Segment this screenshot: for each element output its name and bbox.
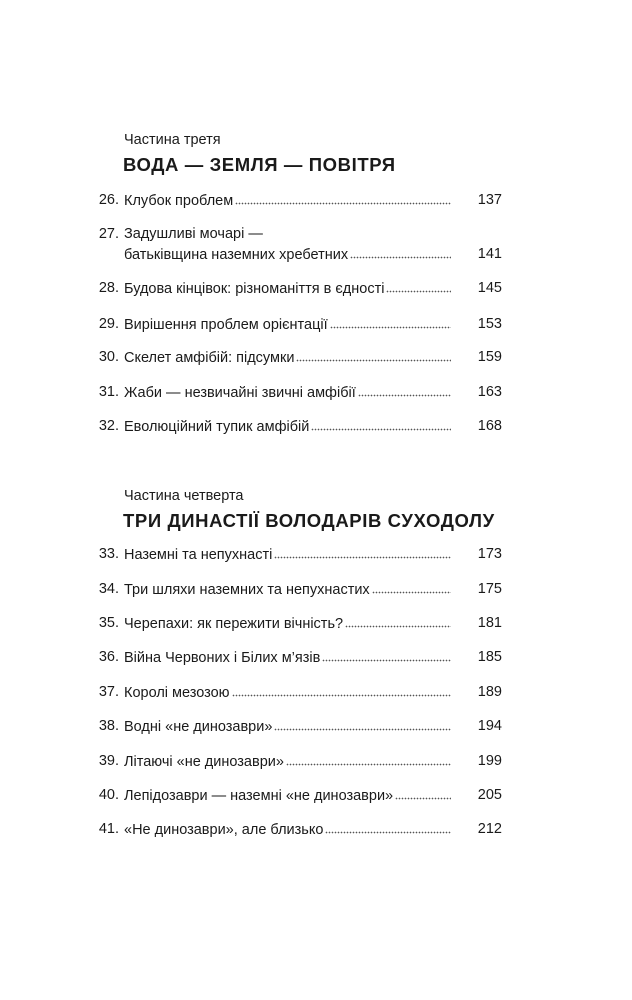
chapter-number: 32. <box>98 418 119 434</box>
toc-entry[interactable] <box>0 279 632 301</box>
page-number: 205 <box>477 787 502 803</box>
toc-entry[interactable] <box>0 580 632 602</box>
dot-leader <box>311 417 451 431</box>
dot-leader <box>386 279 451 293</box>
toc-entry[interactable] <box>0 752 632 774</box>
page-number: 145 <box>477 280 502 296</box>
chapter-number: 30. <box>98 349 119 365</box>
chapter-number: 33. <box>98 546 119 562</box>
chapter-number: 36. <box>98 649 119 665</box>
dot-leader <box>345 614 451 628</box>
chapter-number: 41. <box>98 821 119 837</box>
page-number: 199 <box>477 753 502 769</box>
dot-leader <box>330 315 451 329</box>
toc-entry[interactable] <box>0 717 632 739</box>
page-number: 153 <box>477 316 502 332</box>
chapter-title: Жаби — незвичайні звичні амфібії <box>124 385 356 401</box>
page-number: 175 <box>477 581 502 597</box>
page-number: 185 <box>477 649 502 665</box>
dot-leader <box>296 348 451 362</box>
dot-leader <box>235 191 451 205</box>
page-number: 168 <box>477 418 502 434</box>
toc-entry[interactable] <box>0 315 632 337</box>
dot-leader <box>325 820 451 834</box>
page-number: 194 <box>477 718 502 734</box>
page-number: 159 <box>477 349 502 365</box>
chapter-title: Еволюційний тупик амфібій <box>124 419 310 435</box>
chapter-title-line-1: Задушливі мочарі — <box>124 226 263 242</box>
part-4-label: Частина четверта <box>124 488 244 504</box>
dot-leader <box>395 786 451 800</box>
page-number: 189 <box>477 684 502 700</box>
dot-leader <box>322 648 451 662</box>
chapter-title: Наземні та непухнасті <box>124 547 273 563</box>
toc-entry[interactable] <box>0 614 632 636</box>
chapter-title: Лепідозаври — наземні «не динозаври» <box>124 788 394 804</box>
chapter-title: «Не динозаври», але близько <box>124 822 324 838</box>
dot-leader <box>350 245 451 259</box>
chapter-title: Королі мезозою <box>124 685 230 701</box>
chapter-title: Скелет амфібій: підсумки <box>124 350 295 366</box>
chapter-number: 37. <box>98 684 119 700</box>
toc-entry[interactable] <box>0 348 632 370</box>
dot-leader <box>358 383 451 397</box>
chapter-title: Війна Червоних і Білих м’язів <box>124 650 321 666</box>
toc-entry[interactable] <box>0 225 632 263</box>
page-number: 212 <box>477 821 502 837</box>
chapter-number: 29. <box>98 316 119 332</box>
chapter-number: 40. <box>98 787 119 803</box>
chapter-title: Будова кінцівок: різноманіття в єдності <box>124 281 385 297</box>
page-number: 181 <box>477 615 502 631</box>
chapter-number: 27. <box>98 226 119 242</box>
toc-entry[interactable] <box>0 545 632 567</box>
dot-leader <box>274 545 451 559</box>
chapter-title: Вирішення проблем орієнтації <box>124 317 328 333</box>
chapter-number: 38. <box>98 718 119 734</box>
chapter-title: Три шляхи наземних та непухнастих <box>124 582 370 598</box>
page-number: 173 <box>477 546 502 562</box>
page-number: 141 <box>477 246 502 262</box>
chapter-title: Черепахи: як пережити вічність? <box>124 616 344 632</box>
dot-leader <box>372 580 451 594</box>
chapter-number: 35. <box>98 615 119 631</box>
chapter-title: Водні «не динозаври» <box>124 719 273 735</box>
toc-entry[interactable] <box>0 417 632 439</box>
page-number: 163 <box>477 384 502 400</box>
chapter-title: Клубок проблем <box>124 193 234 209</box>
chapter-number: 39. <box>98 753 119 769</box>
chapter-title: Літаючі «не динозаври» <box>124 754 284 770</box>
chapter-number: 26. <box>98 192 119 208</box>
part-4-title: ТРИ ДИНАСТІЇ ВОЛОДАРІВ СУХОДОЛУ <box>123 510 495 531</box>
toc-entry[interactable] <box>0 786 632 808</box>
toc-entry[interactable] <box>0 683 632 705</box>
dot-leader <box>232 683 451 697</box>
dot-leader <box>286 752 451 766</box>
chapter-title-line-2: батьківщина наземних хребетних <box>124 247 349 263</box>
dot-leader <box>274 717 451 731</box>
chapter-number: 31. <box>98 384 119 400</box>
toc-entry[interactable] <box>0 648 632 670</box>
page-number: 137 <box>477 192 502 208</box>
toc-entry[interactable] <box>0 383 632 405</box>
chapter-number: 34. <box>98 581 119 597</box>
part-3-title: ВОДА — ЗЕМЛЯ — ПОВІТРЯ <box>123 154 396 175</box>
chapter-number: 28. <box>98 280 119 296</box>
part-3-label: Частина третя <box>124 132 221 148</box>
toc-entry[interactable] <box>0 820 632 842</box>
toc-entry[interactable] <box>0 191 632 213</box>
